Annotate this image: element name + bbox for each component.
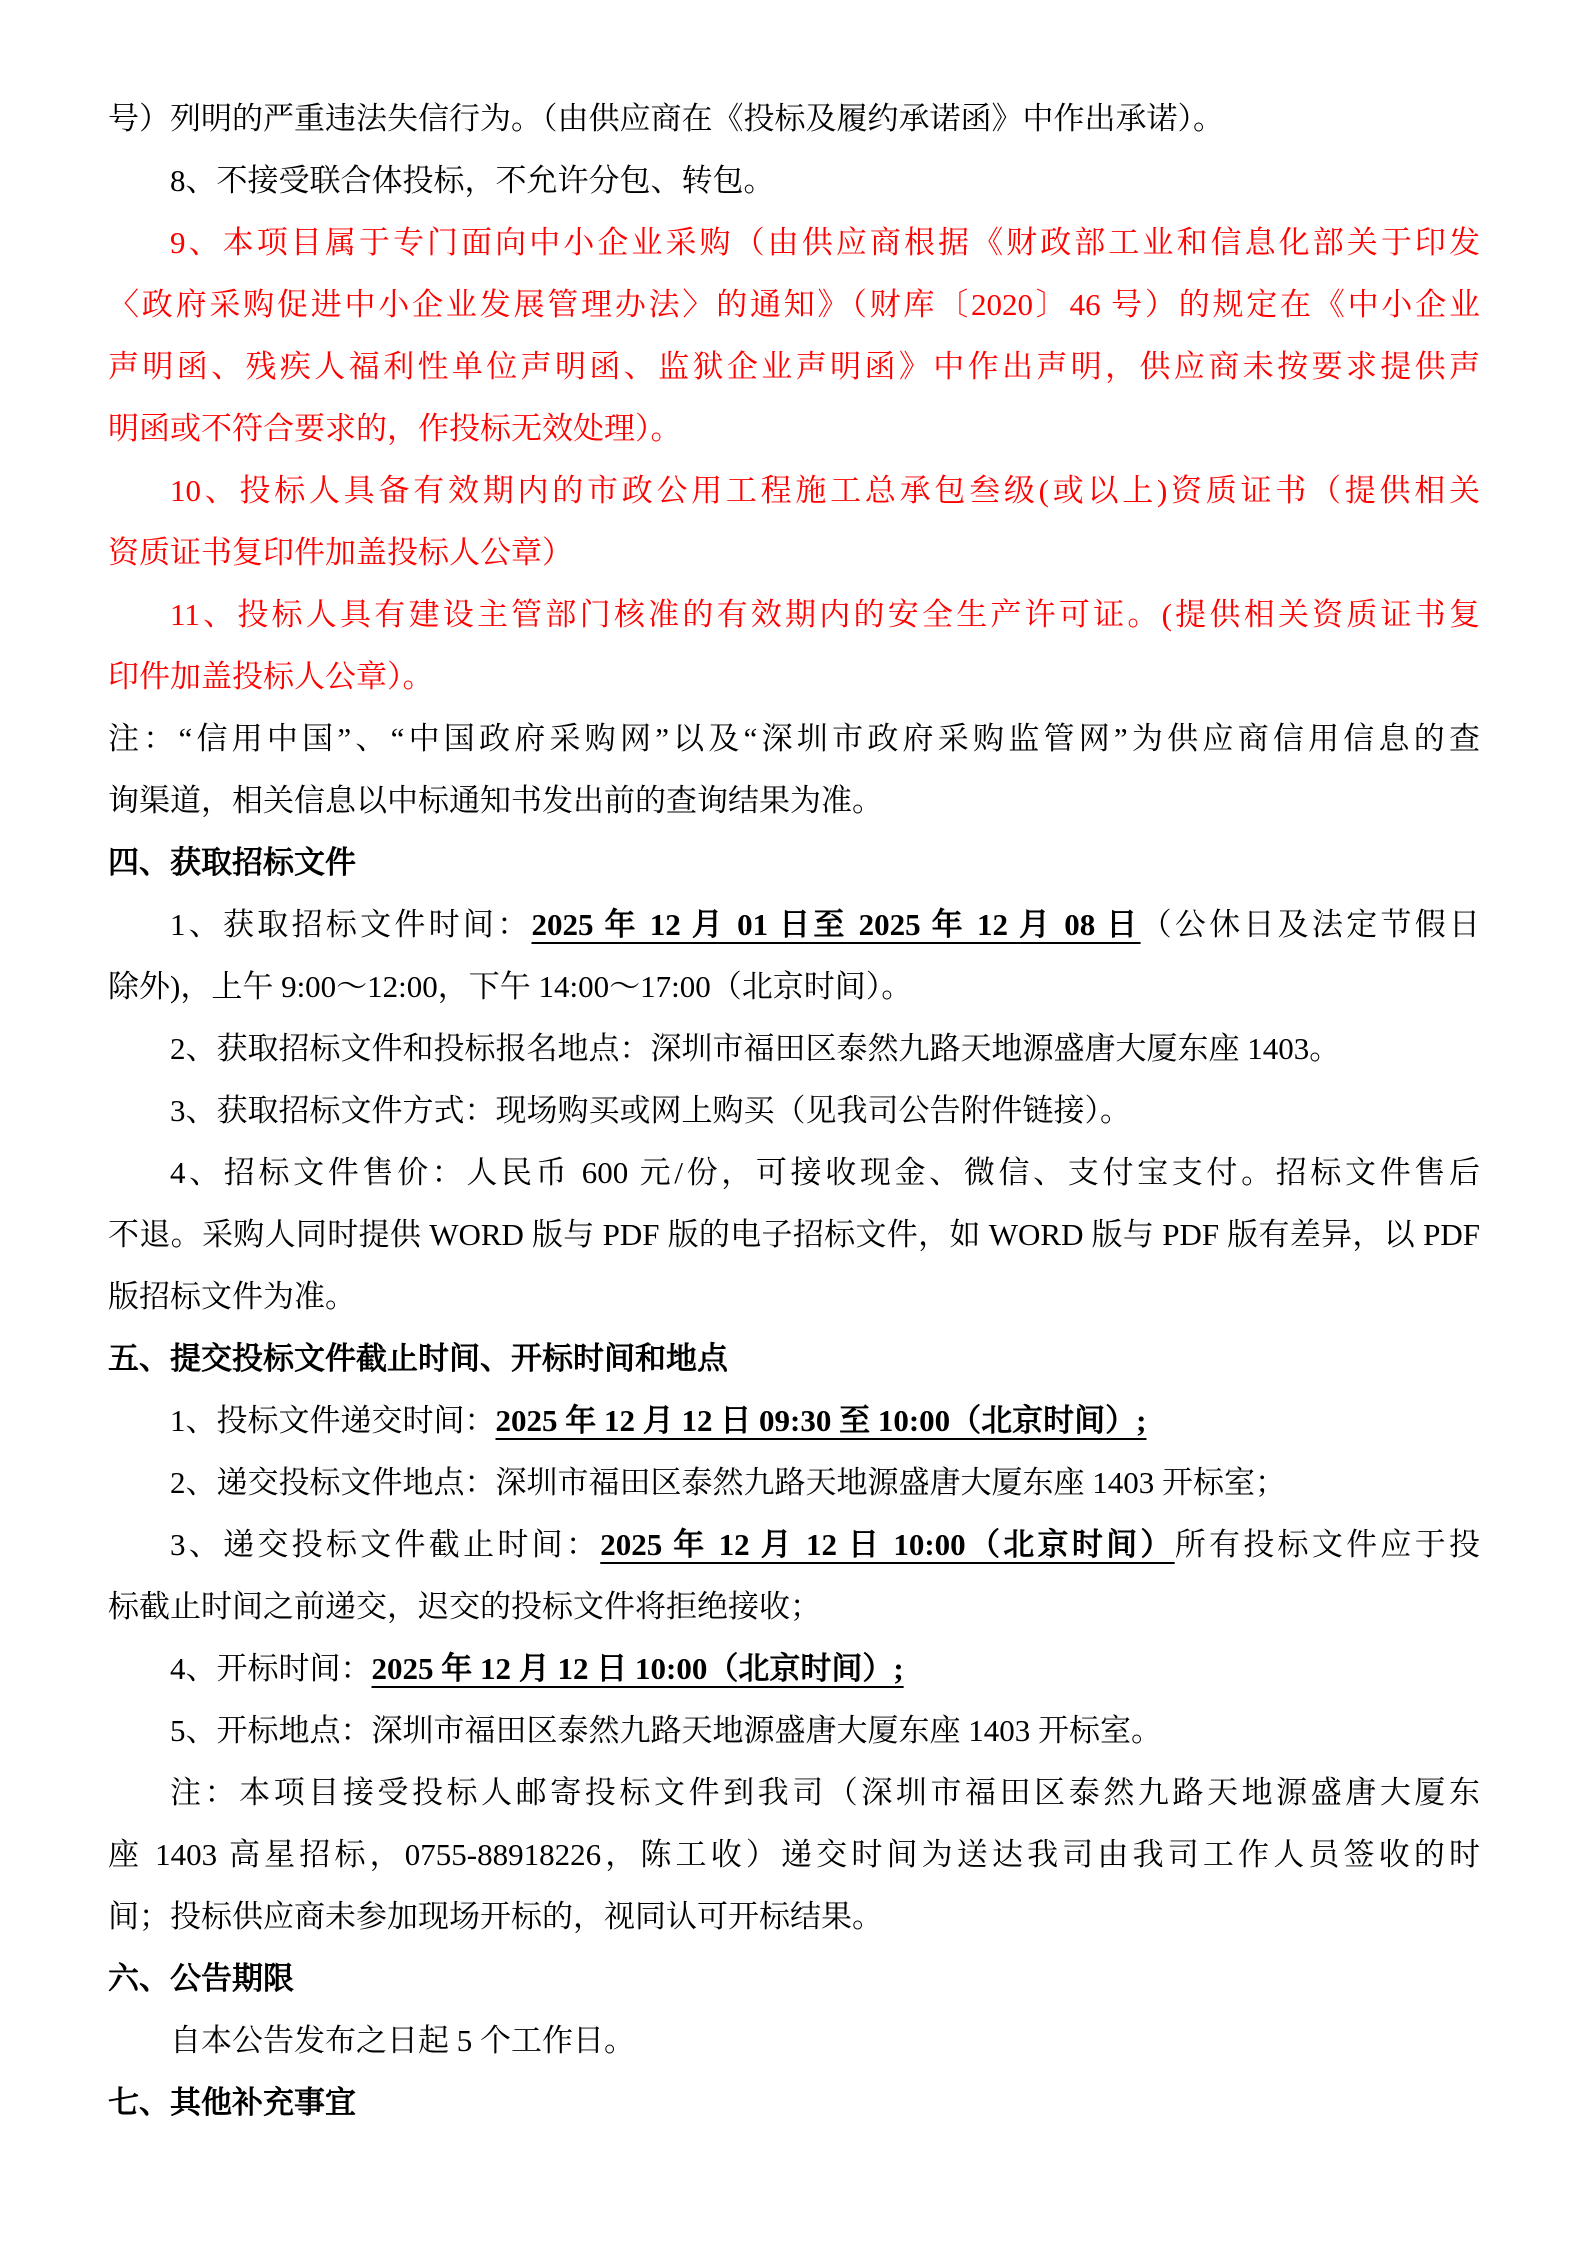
clause-5-4: [108, 1638, 1480, 1700]
section-4-heading: 四、获取招标文件: [108, 845, 356, 880]
clause-11-line-2: 印件加盖投标人公章）。: [108, 659, 434, 694]
section-6-heading: 六、公告期限: [108, 1961, 294, 1996]
clause-6-1: 自本公告发布之日起 5 个工作日。: [170, 2023, 635, 2058]
deadline-time-underlined: 2025 年 12 月 12 日 10:00（北京时间）: [600, 1527, 1175, 1562]
section-7-heading: 七、其他补充事宜: [108, 2085, 356, 2120]
clause-4-4-line-1: 4、招标文件售价：人民币 600 元/份，可接收现金、微信、支付宝支付。招标文件售后: [170, 1155, 1480, 1190]
clause-4-4-line-2: 不退。采购人同时提供 WORD 版与 PDF 版的电子招标文件，如 WORD 版与 PDF 版有差异，以 PDF: [108, 1217, 1480, 1252]
clause-10-line-1: 10、投标人具备有效期内的市政公用工程施工总承包叁级(或以上)资质证书（提供相关: [170, 473, 1480, 508]
clause-9-line-1: 9、本项目属于专门面向中小企业采购（由供应商根据《财政部工业和信息化部关于印发: [170, 225, 1480, 260]
clause-5-5: 5、开标地点：深圳市福田区泰然九路天地源盛唐大厦东座 1403 开标室。: [170, 1713, 1162, 1748]
obtain-period-date-underlined: 2025 年 12 月 01 日至 2025 年 12 月 08 日: [531, 907, 1141, 942]
clause-5-1: [108, 1390, 1480, 1452]
note-credit-info-line-2: 询渠道，相关信息以中标通知书发出前的查询结果为准。: [108, 783, 883, 818]
clause-5-4-label: 4、开标时间：: [170, 1651, 372, 1686]
note-mailing-line-1: 注：本项目接受投标人邮寄投标文件到我司（深圳市福田区泰然九路天地源盛唐大厦东: [170, 1775, 1480, 1810]
opening-time-underlined: 2025 年 12 月 12 日 10:00（北京时间）;: [371, 1651, 904, 1686]
clause-9-line-4: 明函或不符合要求的，作投标无效处理）。: [108, 411, 682, 446]
clause-9-line-3: 声明函、残疾人福利性单位声明函、监狱企业声明函》中作出声明，供应商未按要求提供声: [108, 349, 1480, 384]
clause-5-3-label: 3、递交投标文件截止时间：: [170, 1527, 601, 1562]
clause-4-2: 2、获取招标文件和投标报名地点：深圳市福田区泰然九路天地源盛唐大厦东座 1403。: [170, 1031, 1341, 1066]
section-5-heading: 五、提交投标文件截止时间、开标时间和地点: [108, 1341, 728, 1376]
submission-time-underlined: 2025 年 12 月 12 日 09:30 至 10:00（北京时间）;: [495, 1403, 1147, 1438]
clause-4-3: 3、获取招标文件方式：现场购买或网上购买（见我司公告附件链接）。: [170, 1093, 1131, 1128]
clause-4-4-line-3: 版招标文件为准。: [108, 1279, 356, 1314]
clause-5-2: 2、递交投标文件地点：深圳市福田区泰然九路天地源盛唐大厦东座 1403 开标室；: [170, 1465, 1286, 1500]
clause-10-line-2: 资质证书复印件加盖投标人公章）: [108, 535, 573, 570]
clause-prev-continuation: 号）列明的严重违法失信行为。（由供应商在《投标及履约承诺函》中作出承诺）。: [108, 101, 1224, 136]
clause-4-1-tail: （公休日及法定节假日: [1140, 907, 1480, 942]
note-credit-info-line-1: 注：“信用中国”、“中国政府采购网”以及“深圳市政府采购监管网”为供应商信用信息的查: [108, 721, 1480, 756]
clause-4-1-label: 1、获取招标文件时间：: [170, 907, 532, 942]
clause-5-1-label: 1、投标文件递交时间：: [170, 1403, 496, 1438]
clause-5-3-line-2: 标截止时间之前递交，迟交的投标文件将拒绝接收；: [108, 1589, 821, 1624]
clause-8: 8、不接受联合体投标，不允许分包、转包。: [170, 163, 775, 198]
note-mailing-line-3: 间；投标供应商未参加现场开标的，视同认可开标结果。: [108, 1899, 883, 1934]
clause-4-1-line-2: 除外)，上午 9:00～12:00，下午 14:00～17:00（北京时间）。: [108, 969, 913, 1004]
note-mailing-line-2: 座 1403 高星招标，0755-88918226，陈工收）递交时间为送达我司由我司工作人员签收的时: [108, 1837, 1480, 1872]
clause-9-line-2: 〈政府采购促进中小企业发展管理办法〉的通知》（财库〔2020〕46 号）的规定在《中小企业: [108, 287, 1480, 322]
clause-11-line-1: 11、投标人具有建设主管部门核准的有效期内的安全生产许可证。(提供相关资质证书复: [170, 597, 1480, 632]
clause-4-1-line-1: [108, 894, 1480, 956]
clause-5-3-line-1: [108, 1514, 1480, 1576]
clause-5-3-tail: 所有投标文件应于投: [1174, 1527, 1480, 1562]
